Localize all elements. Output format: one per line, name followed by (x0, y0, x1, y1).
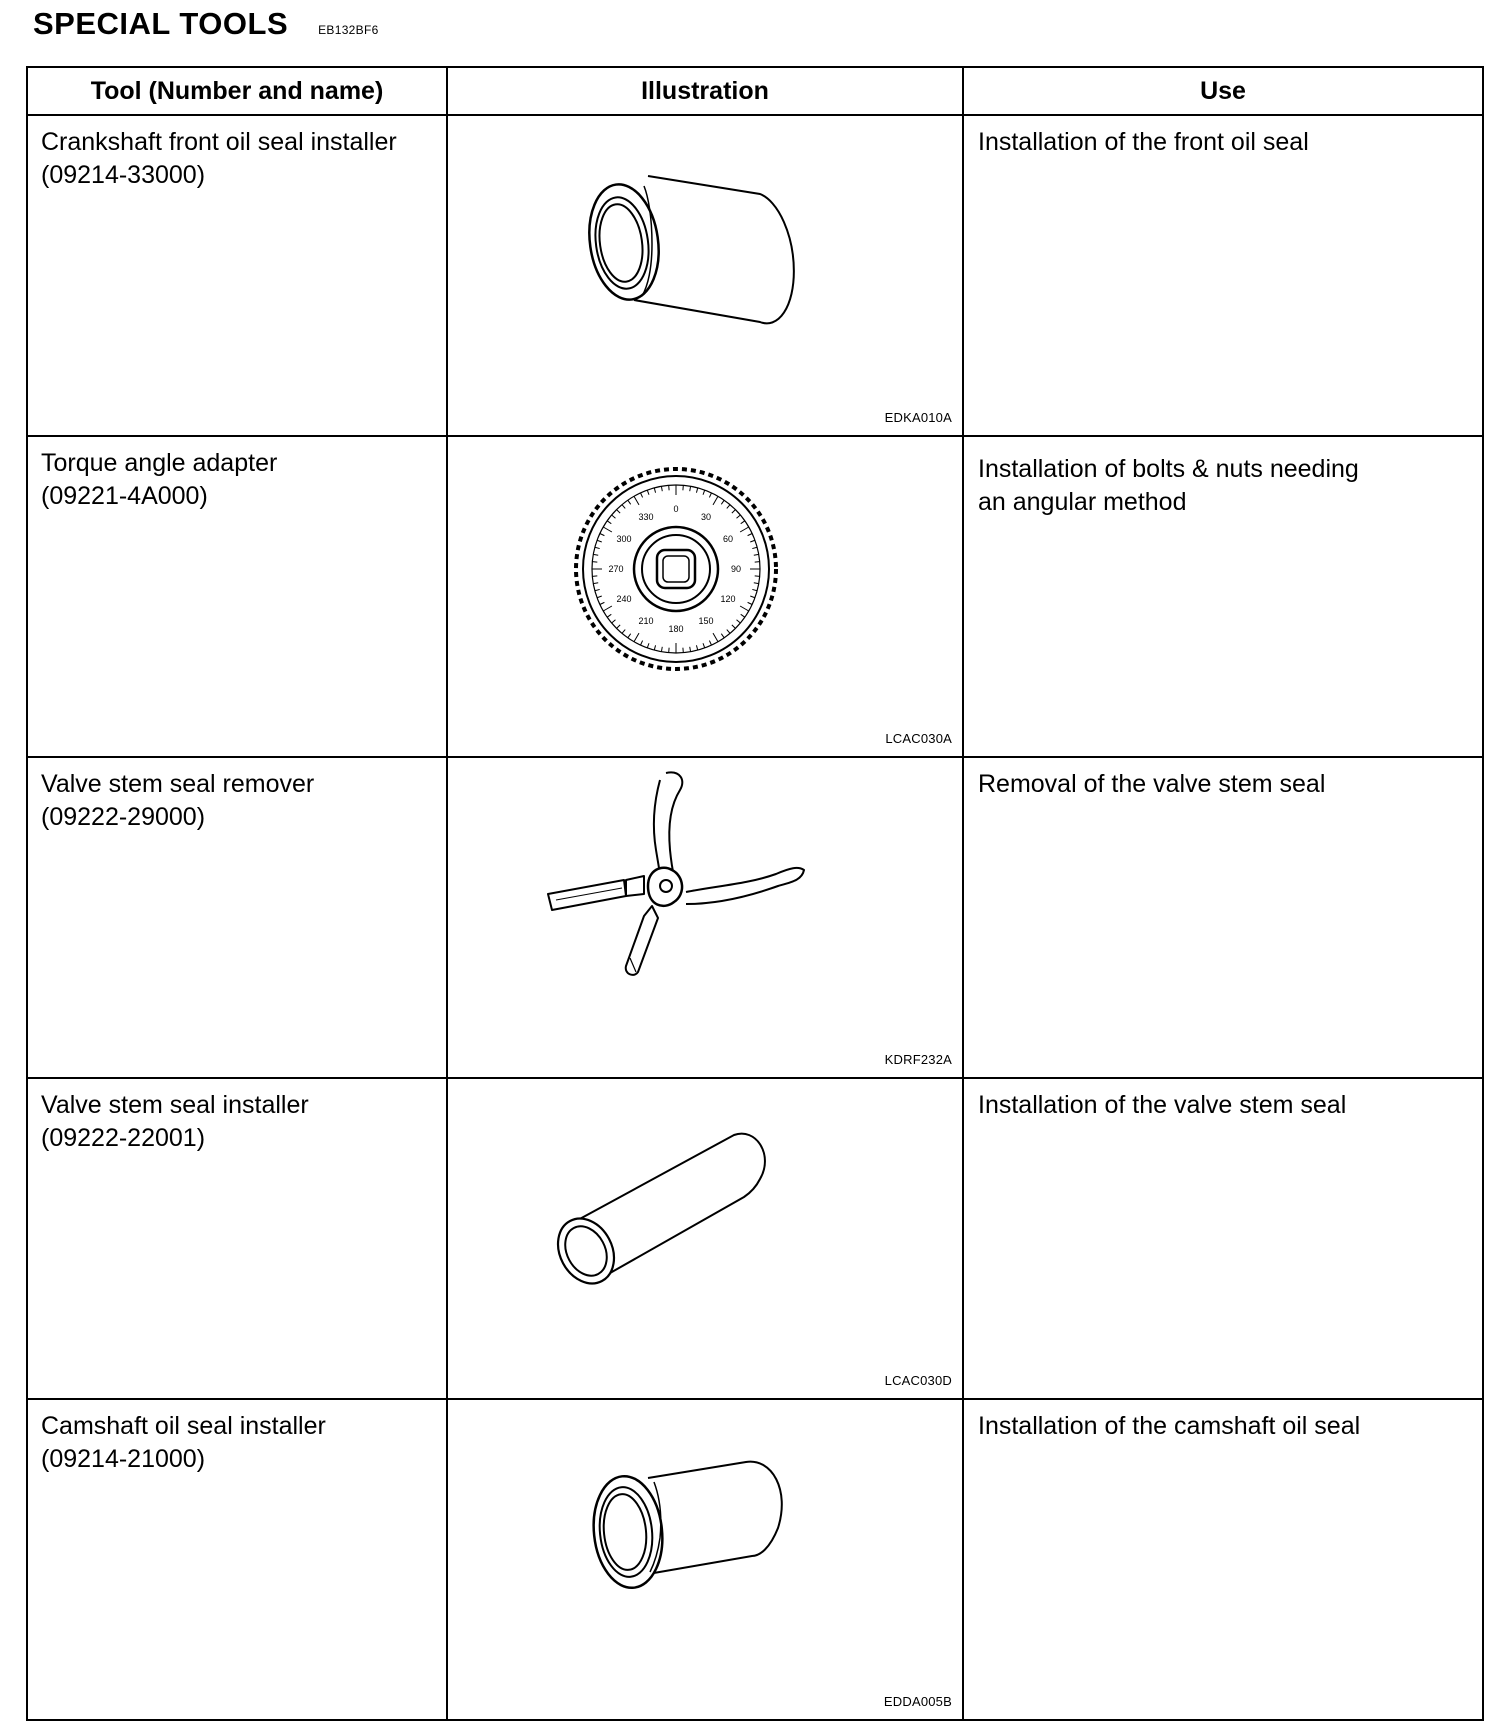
dial-degree-label: 270 (608, 564, 624, 574)
dial-tick (597, 596, 602, 598)
dial-tick (641, 493, 643, 498)
figure-code: LCAC030D (884, 1373, 952, 1388)
dial-tick (727, 630, 730, 634)
header-use: Use (963, 67, 1483, 115)
dial-tick (600, 602, 605, 604)
illustration-cell (447, 1078, 963, 1399)
page-header (33, 6, 379, 50)
dial-tick (737, 515, 741, 518)
use-cell (963, 757, 1483, 1078)
dial-tick (748, 534, 753, 536)
dial-tick (647, 643, 649, 648)
dial-tick (607, 521, 611, 524)
use-text-line: an angular method (978, 488, 1187, 516)
dial-degree-label: 90 (730, 564, 742, 574)
dial-tick (641, 641, 643, 646)
table-row (27, 757, 1483, 1078)
table-row (27, 1078, 1483, 1399)
dial-tick (593, 554, 598, 555)
dial-tick (752, 547, 757, 548)
dial-degree-label: 210 (638, 615, 654, 626)
illustration-cell (447, 1399, 963, 1720)
dial-tick (750, 540, 755, 542)
figure-code: LCAC030A (885, 731, 952, 746)
tool-name-cell (27, 436, 447, 757)
figure-code: EDDA005B (883, 1694, 952, 1709)
tool-name-cell (27, 1399, 447, 1720)
tool-name-cell (27, 1078, 447, 1399)
dial-tick (690, 486, 691, 491)
dial-degree-label: 150 (698, 615, 714, 626)
dial-tick (740, 527, 749, 532)
dial-tick (754, 583, 759, 584)
dial-tick (647, 490, 649, 495)
table-row (27, 1399, 1483, 1720)
use-text-line: Installation of the front oil seal (978, 128, 1309, 156)
use-text-line: Installation of bolts & nuts needing (978, 455, 1359, 483)
dial-tick (721, 500, 724, 504)
dial-tick (709, 493, 711, 498)
header-tool-name: Tool (Number and name) (27, 67, 447, 115)
use-text-line: Removal of the valve stem seal (978, 770, 1326, 798)
dial-degree-label: 30 (700, 512, 712, 523)
dial-tick (727, 505, 730, 509)
dial-degree-label: 180 (668, 624, 684, 634)
use-cell (963, 115, 1483, 436)
dial-tick (737, 620, 741, 623)
dial-tick (690, 647, 691, 652)
dial-degree-label: 120 (720, 594, 736, 604)
tool-number: (09214-21000) (41, 1445, 206, 1473)
valve-stem-seal-installer-icon (448, 1079, 962, 1398)
dial-tick (661, 486, 662, 491)
torque-angle-gauge-icon (448, 437, 962, 756)
dial-tick (600, 534, 605, 536)
dial-tick (603, 527, 612, 532)
tool-number: (09221-4A000) (41, 482, 208, 510)
page-title: SPECIAL TOOLS (33, 6, 289, 41)
dial-degree-label: 240 (616, 594, 632, 604)
dial-degree-label: 60 (722, 534, 733, 544)
seal-remover-pliers-icon (448, 758, 962, 1077)
tool-name: Camshaft oil seal installer (41, 1412, 326, 1440)
use-cell (963, 436, 1483, 757)
dial-tick (617, 625, 621, 629)
table-row (27, 115, 1483, 436)
use-text-line: Installation of the valve stem seal (978, 1091, 1347, 1119)
document-code: EB132BF6 (318, 23, 379, 37)
table-header-row (27, 67, 1483, 115)
tool-number: (09214-33000) (41, 161, 206, 189)
dial-tick (709, 641, 711, 646)
dial-tick (603, 606, 612, 611)
dial-tick (696, 645, 697, 650)
dial-tick (593, 583, 598, 584)
dial-tick (741, 521, 745, 524)
dial-tick (748, 602, 753, 604)
dial-tick (634, 633, 639, 642)
dial-tick (732, 510, 736, 514)
dial-tick (654, 645, 655, 650)
dial-tick (617, 510, 621, 514)
table-row (27, 436, 1483, 757)
illustration-cell (447, 115, 963, 436)
tool-name: Valve stem seal remover (41, 770, 315, 798)
dial-tick (622, 630, 625, 634)
tool-number: (09222-29000) (41, 803, 206, 831)
dial-tick (612, 515, 616, 518)
tool-number: (09222-22001) (41, 1124, 206, 1152)
dial-tick (750, 596, 755, 598)
use-text-line: Installation of the camshaft oil seal (978, 1412, 1361, 1440)
tool-name: Torque angle adapter (41, 449, 278, 477)
use-cell (963, 1399, 1483, 1720)
camshaft-seal-installer-icon (448, 1400, 962, 1719)
dial-tick (752, 589, 757, 590)
dial-tick (754, 554, 759, 555)
dial-tick (713, 496, 718, 505)
dial-tick (634, 496, 639, 505)
dial-tick (696, 488, 697, 493)
oil-seal-installer-icon (448, 116, 962, 435)
use-cell (963, 1078, 1483, 1399)
dial-tick (732, 625, 736, 629)
dial-tick (628, 634, 631, 638)
dial-tick (628, 500, 631, 504)
dial-tick (595, 589, 600, 590)
dial-tick (721, 634, 724, 638)
dial-tick (741, 614, 745, 617)
figure-code: EDKA010A (884, 410, 952, 425)
header-illustration: Illustration (447, 67, 963, 115)
tool-name-cell (27, 757, 447, 1078)
dial-tick (597, 540, 602, 542)
special-tools-table (26, 66, 1484, 1721)
dial-tick (661, 647, 662, 652)
dial-degree-label: 0 (673, 504, 679, 514)
dial-tick (607, 614, 611, 617)
dial-degree-label: 300 (616, 534, 632, 544)
illustration-cell (447, 757, 963, 1078)
tool-name: Valve stem seal installer (41, 1091, 309, 1119)
dial-tick (595, 547, 600, 548)
tool-name: Crankshaft front oil seal installer (41, 128, 397, 156)
dial-tick (703, 643, 705, 648)
dial-tick (713, 633, 718, 642)
dial-tick (740, 606, 749, 611)
tool-name-cell (27, 115, 447, 436)
figure-code: KDRF232A (884, 1052, 952, 1067)
dial-tick (703, 490, 705, 495)
dial-tick (612, 620, 616, 623)
dial-tick (654, 488, 655, 493)
dial-tick (622, 505, 625, 509)
illustration-cell (447, 436, 963, 757)
dial-degree-label: 330 (638, 512, 654, 523)
